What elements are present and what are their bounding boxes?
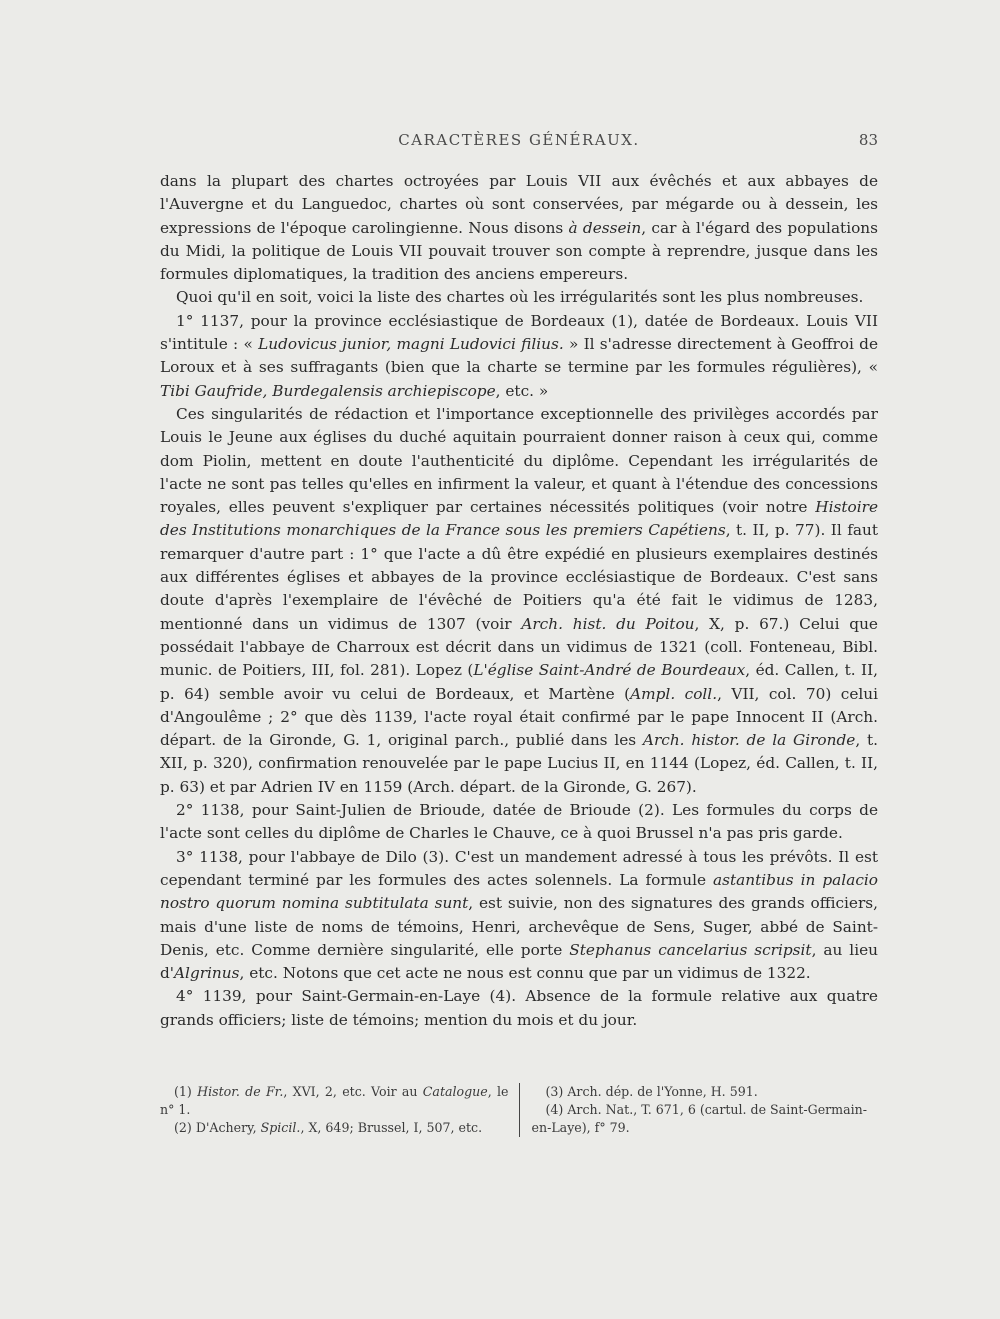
text-run: , X, p. 67.) Celui que possédait l'abbaye de Charroux est décrit dans un vidimus de 1321 (coll. Fonteneau, Bibl. munic. de Poitiers, III, fol. 281). Lopez ( (160, 614, 878, 680)
footnote (160, 1119, 509, 1137)
text-run: , le n° 1. (160, 1084, 509, 1117)
page-number: 83 (858, 131, 878, 149)
text-run: 4° 1139, pour Saint-Germain-en-Laye (4). Absence de la formule relative aux quatre grands officiers; liste de témoins; mention du mois et du jour. (160, 987, 878, 1029)
italic-text-run: Ludovicus junior, magni Ludovici filius. (258, 335, 564, 354)
text-run: 2° 1138, pour Saint-Julien de Brioude, datée de Brioude (2). Les formules du corps de l'acte sont celles du diplôme de Charles le Chauve, ce à quoi Brussel n'a pas pris garde. (160, 801, 878, 843)
italic-text-run: Spicil. (260, 1120, 301, 1135)
body-paragraph (160, 799, 878, 846)
footnotes-right-column (519, 1083, 881, 1137)
italic-text-run: Algrinus (174, 964, 240, 983)
body-paragraph (160, 985, 878, 1032)
text-run: dans la plupart des chartes octroyées par Louis VII aux évêchés et aux abbayes de l'Auvergne et du Languedoc, chartes où sont conservées, par mégarde ou à dessein, les expressions de l'époque carolingienne. Nous disons (160, 172, 878, 237)
text-run: , VII, col. 70) celui d'Angoulême ; 2° que dès 1139, l'acte royal était confirmé par le pape Innocent II (Arch. départ. de la Gironde, G. 1, original parch., publié dans les (160, 684, 879, 750)
footnotes (160, 1083, 880, 1137)
italic-text-run: à dessein (568, 218, 642, 237)
footnote (532, 1101, 881, 1137)
main-text (160, 170, 878, 1032)
text-run: , X, 649; Brussel, I, 507, etc. (300, 1120, 483, 1135)
italic-text-run: Histoire des Institutions monarchiques de la France sous les premiers Capétiens (160, 498, 878, 540)
body-paragraph (160, 310, 878, 403)
text-run: (4) Arch. Nat., T. 671, 6 (cartul. de Saint-Germain-en-Laye), f° 79. (531, 1102, 868, 1135)
text-run: (3) Arch. dép. de l'Yonne, H. 591. (545, 1084, 758, 1099)
italic-text-run: Catalogue (422, 1084, 488, 1099)
text-run: , t. II, p. 77). Il faut remarquer d'autre part : 1° que l'acte a dû être expédié en plusieurs exemplaires destinés aux différentes églises et abbayes de la province ecclésiastique de Bordeaux. C'est sans doute d'après l'exemplaire de l'évêché de Poitiers qu'a été fait le vidimus de 1283, mentionné dans un vidimus de 1307 (voir (160, 521, 878, 633)
italic-text-run: Histor. de Fr. (197, 1084, 284, 1099)
italic-text-run: L'église Saint-André de Bourdeaux (473, 661, 746, 680)
text-run: , est suivie, non des signatures des grands officiers, mais d'une liste de noms de témoins, Henri, archevêque de Sens, Suger, abbé de Saint-Denis, etc. Comme dernière singularité, elle porte (160, 894, 878, 959)
text-run: , t. XII, p. 320), confirmation renouvelée par le pape Lucius II, en 1144 (Lopez, éd. Callen, t. II, p. 63) et par Adrien IV en 1159 (Arch. départ. de la Gironde, G. 267). (160, 731, 878, 796)
text-run: (1) (174, 1084, 198, 1099)
italic-text-run: Arch. histor. de la Gironde (642, 731, 856, 750)
text-run: Ces singularités de rédaction et l'importance exceptionnelle des privilèges accordés par Louis le Jeune aux églises du duché aquitain pourraient donner raison à ceux qui, comme dom Piolin, mettent en doute l'authenticité du diplôme. Cependant les irrégularités de l'acte ne sont pas telles qu'elles en infirment la valeur, et quant à l'étendue des concessions royales, elles peuvent s'expliquer par certaines nécessités politiques (voir notre (160, 404, 878, 517)
text-run: 1° 1137, pour la province ecclésiastique de Bordeaux (1), datée de Bordeaux. Louis VII s'intitule : « (160, 311, 878, 354)
footnote (160, 1083, 509, 1119)
text-run: » Il s'adresse directement à Geoffroi de Loroux et à ses suffragants (bien que la charte se termine par les formules régulières), « (160, 335, 878, 377)
body-paragraph (160, 403, 878, 799)
body-paragraph (160, 286, 878, 309)
text-run: , XVI, 2, etc. Voir au (283, 1084, 423, 1099)
italic-text-run: Stephanus cancelarius scripsit (569, 940, 812, 959)
footnote (532, 1083, 881, 1101)
italic-text-run: Tibi Gaufride, Burdegalensis archiepiscope (160, 381, 496, 400)
italic-text-run: astantibus in palacio nostro quorum nomina subtitulata sunt (160, 870, 878, 913)
running-header (160, 131, 878, 155)
text-run: , car à l'égard des populations du Midi, la politique de Louis VII pouvait trouver son compte à reprendre, jusque dans les formules diplomatiques, la tradition des anciens empereurs. (160, 218, 879, 284)
text-run: , au lieu d' (160, 940, 878, 983)
text-run: , éd. Callen, t. II, p. 64) semble avoir vu celui de Bordeaux, et Martène ( (160, 661, 878, 703)
italic-text-run: Arch. hist. du Poitou (521, 614, 695, 633)
text-run: , etc. » (495, 381, 549, 400)
body-paragraph (160, 170, 878, 286)
body-paragraph (160, 846, 878, 986)
text-run: (2) D'Achery, (174, 1120, 261, 1135)
running-title: CARACTÈRES GÉNÉRAUX. (398, 131, 640, 149)
italic-text-run: Ampl. coll. (630, 684, 718, 703)
footnotes-left-column (160, 1083, 519, 1137)
text-run: 3° 1138, pour l'abbaye de Dilo (3). C'est un mandement adressé à tous les prévôts. Il est cependant terminé par les formules des actes solennels. La formule (160, 847, 878, 889)
text-run: , etc. Notons que cet acte ne nous est connu que par un vidimus de 1322. (239, 964, 811, 983)
text-run: Quoi qu'il en soit, voici la liste des chartes où les irrégularités sont les plus nombreuses. (176, 288, 864, 307)
